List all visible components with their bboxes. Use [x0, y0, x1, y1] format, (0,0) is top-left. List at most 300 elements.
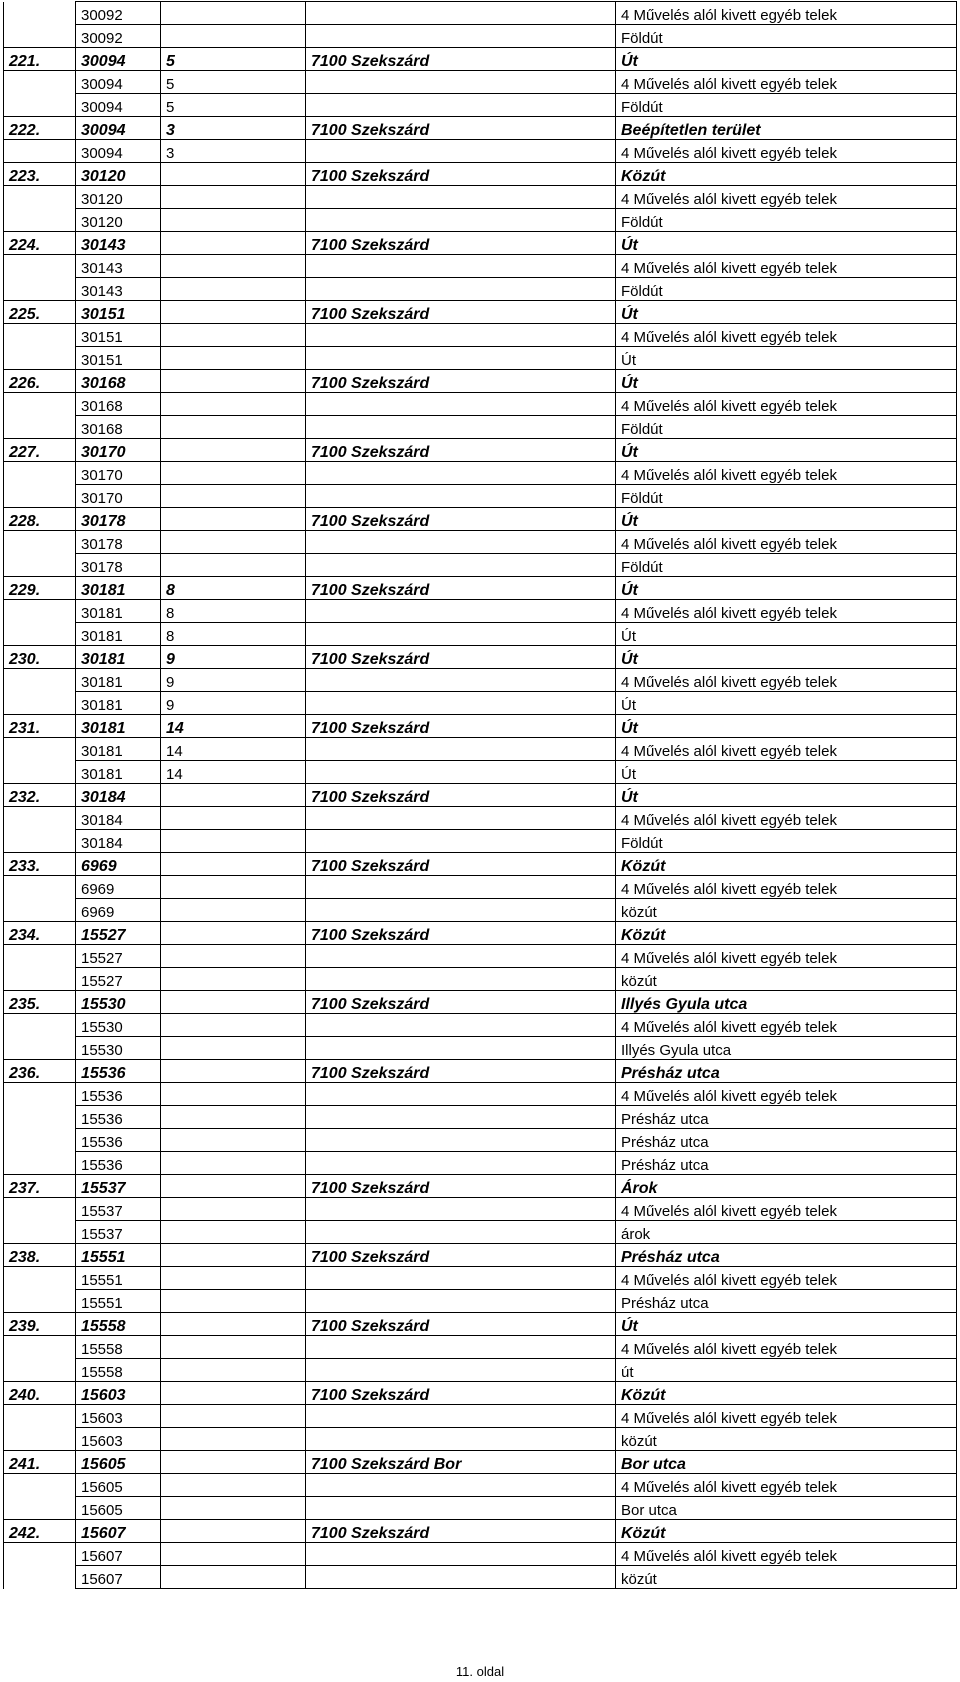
parcel-number: 15607 — [76, 1566, 161, 1589]
empty-cell — [306, 830, 616, 853]
row-spacer — [4, 94, 76, 117]
parcel-number: 30092 — [76, 25, 161, 48]
entry-category: Út — [616, 715, 957, 738]
parcel-sub-number — [161, 163, 306, 186]
empty-cell — [306, 600, 616, 623]
parcel-number: 30178 — [76, 531, 161, 554]
empty-cell — [306, 416, 616, 439]
parcel-number: 30094 — [76, 94, 161, 117]
parcel-number: 30094 — [76, 48, 161, 71]
parcel-sub-number — [161, 1290, 306, 1313]
empty-cell — [306, 692, 616, 715]
land-category: 4 Művelés alól kivett egyéb telek — [616, 1336, 957, 1359]
row-spacer — [4, 25, 76, 48]
list-item — [4, 278, 957, 301]
parcel-number: 30181 — [76, 715, 161, 738]
empty-cell — [306, 876, 616, 899]
entry-number: 222. — [4, 117, 76, 140]
empty-cell — [306, 209, 616, 232]
list-item — [4, 761, 957, 784]
list-item — [4, 71, 957, 94]
parcel-sub-number — [161, 508, 306, 531]
row-spacer — [4, 186, 76, 209]
table-row — [4, 853, 957, 876]
parcel-number: 15537 — [76, 1221, 161, 1244]
parcel-sub-number — [161, 393, 306, 416]
entry-number: 225. — [4, 301, 76, 324]
row-spacer — [4, 830, 76, 853]
empty-cell — [306, 945, 616, 968]
table-row — [4, 301, 957, 324]
table-row — [4, 646, 957, 669]
parcel-sub-number — [161, 1382, 306, 1405]
table-row — [4, 117, 957, 140]
parcel-number: 15558 — [76, 1359, 161, 1382]
row-spacer — [4, 623, 76, 646]
parcel-sub-number: 5 — [161, 71, 306, 94]
parcel-number: 15536 — [76, 1083, 161, 1106]
empty-cell — [306, 968, 616, 991]
land-category: 4 Művelés alól kivett egyéb telek — [616, 1543, 957, 1566]
row-spacer — [4, 876, 76, 899]
empty-cell — [306, 255, 616, 278]
entry-number: 242. — [4, 1520, 76, 1543]
parcel-number: 15603 — [76, 1428, 161, 1451]
parcel-sub-number: 14 — [161, 738, 306, 761]
parcel-sub-number — [161, 1221, 306, 1244]
empty-cell — [306, 1336, 616, 1359]
parcel-number: 15551 — [76, 1267, 161, 1290]
parcel-sub-number — [161, 1336, 306, 1359]
parcel-number: 30184 — [76, 830, 161, 853]
parcel-number: 30092 — [76, 2, 161, 25]
row-spacer — [4, 324, 76, 347]
entry-number: 221. — [4, 48, 76, 71]
parcel-sub-number — [161, 1474, 306, 1497]
land-category: Présház utca — [616, 1129, 957, 1152]
land-category: 4 Művelés alól kivett egyéb telek — [616, 1083, 957, 1106]
settlement: 7100 Szekszárd — [306, 1060, 616, 1083]
parcel-sub-number — [161, 1451, 306, 1474]
empty-cell — [306, 1083, 616, 1106]
empty-cell — [306, 1037, 616, 1060]
table-row — [4, 1175, 957, 1198]
empty-cell — [306, 1267, 616, 1290]
parcel-number: 15603 — [76, 1382, 161, 1405]
parcel-sub-number — [161, 25, 306, 48]
entry-number: 232. — [4, 784, 76, 807]
row-spacer — [4, 1405, 76, 1428]
list-item — [4, 531, 957, 554]
parcel-sub-number: 8 — [161, 577, 306, 600]
parcel-sub-number — [161, 1152, 306, 1175]
land-category: árok — [616, 1221, 957, 1244]
row-spacer — [4, 485, 76, 508]
parcel-number: 6969 — [76, 853, 161, 876]
row-spacer — [4, 1267, 76, 1290]
empty-cell — [306, 899, 616, 922]
list-item — [4, 1428, 957, 1451]
entry-number: 239. — [4, 1313, 76, 1336]
row-spacer — [4, 278, 76, 301]
table-row — [4, 1382, 957, 1405]
entry-category: Út — [616, 508, 957, 531]
entry-number: 241. — [4, 1451, 76, 1474]
table-row — [4, 1451, 957, 1474]
land-category: 4 Művelés alól kivett egyéb telek — [616, 71, 957, 94]
row-spacer — [4, 462, 76, 485]
settlement: 7100 Szekszárd — [306, 715, 616, 738]
parcel-number: 30094 — [76, 71, 161, 94]
empty-cell — [306, 1014, 616, 1037]
land-category: 4 Művelés alól kivett egyéb telek — [616, 324, 957, 347]
list-item — [4, 186, 957, 209]
empty-cell — [306, 1497, 616, 1520]
settlement: 7100 Szekszárd — [306, 922, 616, 945]
entry-number: 236. — [4, 1060, 76, 1083]
settlement: 7100 Szekszárd — [306, 991, 616, 1014]
land-category: Földút — [616, 278, 957, 301]
parcel-sub-number — [161, 1405, 306, 1428]
land-category: Földút — [616, 25, 957, 48]
empty-cell — [306, 1359, 616, 1382]
parcel-sub-number — [161, 1244, 306, 1267]
parcel-sub-number — [161, 1129, 306, 1152]
land-category: közút — [616, 968, 957, 991]
parcel-number: 6969 — [76, 876, 161, 899]
row-spacer — [4, 738, 76, 761]
row-spacer — [4, 692, 76, 715]
list-item — [4, 1566, 957, 1589]
parcel-sub-number: 14 — [161, 761, 306, 784]
row-spacer — [4, 71, 76, 94]
empty-cell — [306, 669, 616, 692]
parcel-sub-number — [161, 531, 306, 554]
parcel-sub-number — [161, 1083, 306, 1106]
parcel-sub-number — [161, 186, 306, 209]
settlement: 7100 Szekszárd — [306, 232, 616, 255]
parcel-sub-number — [161, 209, 306, 232]
entry-number: 238. — [4, 1244, 76, 1267]
list-item — [4, 1037, 957, 1060]
row-spacer — [4, 899, 76, 922]
parcel-number: 30184 — [76, 807, 161, 830]
list-item — [4, 393, 957, 416]
land-category: 4 Művelés alól kivett egyéb telek — [616, 186, 957, 209]
parcel-number: 30143 — [76, 232, 161, 255]
settlement: 7100 Szekszárd — [306, 117, 616, 140]
parcel-sub-number — [161, 255, 306, 278]
land-category: Földút — [616, 416, 957, 439]
row-spacer — [4, 945, 76, 968]
list-item — [4, 1129, 957, 1152]
parcel-number: 15558 — [76, 1336, 161, 1359]
entry-category: Beépítetlen terület — [616, 117, 957, 140]
settlement: 7100 Szekszárd — [306, 301, 616, 324]
empty-cell — [306, 1106, 616, 1129]
parcel-sub-number — [161, 278, 306, 301]
land-category: 4 Művelés alól kivett egyéb telek — [616, 1267, 957, 1290]
parcel-sub-number — [161, 1106, 306, 1129]
row-spacer — [4, 393, 76, 416]
row-spacer — [4, 1152, 76, 1175]
row-spacer — [4, 807, 76, 830]
empty-cell — [306, 1221, 616, 1244]
list-item — [4, 692, 957, 715]
settlement: 7100 Szekszárd — [306, 370, 616, 393]
settlement: 7100 Szekszárd — [306, 1520, 616, 1543]
list-item — [4, 1267, 957, 1290]
row-spacer — [4, 1497, 76, 1520]
list-item — [4, 347, 957, 370]
table-row — [4, 48, 957, 71]
table-row — [4, 1060, 957, 1083]
land-category: 4 Művelés alól kivett egyéb telek — [616, 738, 957, 761]
empty-cell — [306, 1428, 616, 1451]
parcel-sub-number: 8 — [161, 600, 306, 623]
parcel-sub-number — [161, 1313, 306, 1336]
parcel-sub-number — [161, 922, 306, 945]
land-category: 4 Művelés alól kivett egyéb telek — [616, 807, 957, 830]
parcel-number: 30181 — [76, 646, 161, 669]
row-spacer — [4, 140, 76, 163]
parcel-sub-number: 5 — [161, 94, 306, 117]
entry-category: Út — [616, 1313, 957, 1336]
parcel-sub-number: 5 — [161, 48, 306, 71]
settlement: 7100 Szekszárd — [306, 1244, 616, 1267]
entry-number: 233. — [4, 853, 76, 876]
row-spacer — [4, 1474, 76, 1497]
parcel-number: 30143 — [76, 278, 161, 301]
empty-cell — [306, 1290, 616, 1313]
list-item — [4, 830, 957, 853]
parcel-sub-number — [161, 1267, 306, 1290]
empty-cell — [306, 1543, 616, 1566]
list-item — [4, 462, 957, 485]
parcel-number: 30120 — [76, 186, 161, 209]
parcel-number: 30181 — [76, 761, 161, 784]
parcel-number: 30181 — [76, 577, 161, 600]
parcel-sub-number — [161, 1359, 306, 1382]
settlement: 7100 Szekszárd — [306, 853, 616, 876]
list-item — [4, 807, 957, 830]
parcel-number: 30120 — [76, 163, 161, 186]
land-category: 4 Művelés alól kivett egyéb telek — [616, 531, 957, 554]
list-item — [4, 968, 957, 991]
entry-number: 230. — [4, 646, 76, 669]
list-item — [4, 945, 957, 968]
entry-category: Út — [616, 439, 957, 462]
row-spacer — [4, 2, 76, 25]
land-category: Út — [616, 692, 957, 715]
empty-cell — [306, 1566, 616, 1589]
land-category: Illyés Gyula utca — [616, 1037, 957, 1060]
entry-category: Út — [616, 370, 957, 393]
parcel-number: 30181 — [76, 738, 161, 761]
entry-number: 235. — [4, 991, 76, 1014]
parcel-sub-number — [161, 807, 306, 830]
parcel-sub-number: 9 — [161, 646, 306, 669]
entry-category: Út — [616, 232, 957, 255]
land-category: Bor utca — [616, 1497, 957, 1520]
entry-category: Út — [616, 48, 957, 71]
entry-category: Út — [616, 577, 957, 600]
list-item — [4, 255, 957, 278]
row-spacer — [4, 1290, 76, 1313]
parcel-number: 30168 — [76, 416, 161, 439]
parcel-sub-number — [161, 232, 306, 255]
empty-cell — [306, 623, 616, 646]
parcel-number: 30120 — [76, 209, 161, 232]
land-category: közút — [616, 1566, 957, 1589]
entry-category: Út — [616, 646, 957, 669]
empty-cell — [306, 1198, 616, 1221]
parcel-number: 15537 — [76, 1175, 161, 1198]
land-category: Út — [616, 623, 957, 646]
list-item — [4, 324, 957, 347]
parcel-sub-number — [161, 1566, 306, 1589]
list-item — [4, 209, 957, 232]
list-item — [4, 1152, 957, 1175]
table-row — [4, 577, 957, 600]
land-category: 4 Művelés alól kivett egyéb telek — [616, 1014, 957, 1037]
parcel-number: 15537 — [76, 1198, 161, 1221]
parcel-number: 15551 — [76, 1244, 161, 1267]
parcel-number: 30151 — [76, 347, 161, 370]
land-category: 4 Művelés alól kivett egyéb telek — [616, 1198, 957, 1221]
table-row — [4, 1520, 957, 1543]
parcel-sub-number — [161, 301, 306, 324]
row-spacer — [4, 1359, 76, 1382]
empty-cell — [306, 761, 616, 784]
parcel-number: 30181 — [76, 600, 161, 623]
settlement: 7100 Szekszárd — [306, 1175, 616, 1198]
land-category: Földút — [616, 485, 957, 508]
table-row — [4, 370, 957, 393]
list-item — [4, 1336, 957, 1359]
land-category: Földút — [616, 94, 957, 117]
table-row — [4, 991, 957, 1014]
parcel-sub-number — [161, 1428, 306, 1451]
land-category: 4 Művelés alól kivett egyéb telek — [616, 1405, 957, 1428]
parcel-number: 30170 — [76, 439, 161, 462]
settlement: 7100 Szekszárd — [306, 508, 616, 531]
row-spacer — [4, 1543, 76, 1566]
row-spacer — [4, 531, 76, 554]
list-item — [4, 2, 957, 25]
parcel-number: 30094 — [76, 140, 161, 163]
list-item — [4, 600, 957, 623]
row-spacer — [4, 1198, 76, 1221]
row-spacer — [4, 1336, 76, 1359]
parcel-number: 15603 — [76, 1405, 161, 1428]
table-row — [4, 922, 957, 945]
row-spacer — [4, 1106, 76, 1129]
entry-number: 231. — [4, 715, 76, 738]
settlement: 7100 Szekszárd — [306, 163, 616, 186]
entry-category: Bor utca — [616, 1451, 957, 1474]
parcel-number: 15527 — [76, 945, 161, 968]
row-spacer — [4, 1014, 76, 1037]
list-item — [4, 416, 957, 439]
page-number: 11. oldal — [455, 1664, 505, 1679]
settlement: 7100 Szekszárd — [306, 48, 616, 71]
parcel-number: 15605 — [76, 1497, 161, 1520]
list-item — [4, 1543, 957, 1566]
entry-number: 224. — [4, 232, 76, 255]
entry-category: Közút — [616, 922, 957, 945]
table-row — [4, 784, 957, 807]
parcel-sub-number — [161, 1060, 306, 1083]
parcel-sub-number — [161, 485, 306, 508]
parcel-number: 30168 — [76, 370, 161, 393]
parcel-sub-number — [161, 370, 306, 393]
parcel-number: 30094 — [76, 117, 161, 140]
land-category: közút — [616, 899, 957, 922]
list-item — [4, 899, 957, 922]
land-category: 4 Művelés alól kivett egyéb telek — [616, 1474, 957, 1497]
settlement: 7100 Szekszárd — [306, 646, 616, 669]
settlement: 7100 Szekszárd — [306, 577, 616, 600]
entry-number: 227. — [4, 439, 76, 462]
parcel-number: 15536 — [76, 1152, 161, 1175]
table-row — [4, 439, 957, 462]
parcel-sub-number: 8 — [161, 623, 306, 646]
parcel-number: 15530 — [76, 1014, 161, 1037]
row-spacer — [4, 1566, 76, 1589]
table-row — [4, 163, 957, 186]
settlement: 7100 Szekszárd — [306, 439, 616, 462]
settlement: 7100 Szekszárd — [306, 1313, 616, 1336]
empty-cell — [306, 738, 616, 761]
register-body — [4, 2, 957, 1589]
land-category: Présház utca — [616, 1106, 957, 1129]
row-spacer — [4, 1037, 76, 1060]
entry-number: 234. — [4, 922, 76, 945]
empty-cell — [306, 140, 616, 163]
list-item — [4, 25, 957, 48]
empty-cell — [306, 347, 616, 370]
parcel-sub-number — [161, 2, 306, 25]
parcel-sub-number — [161, 830, 306, 853]
entry-number: 228. — [4, 508, 76, 531]
entry-category: Árok — [616, 1175, 957, 1198]
settlement: 7100 Szekszárd — [306, 784, 616, 807]
parcel-number: 6969 — [76, 899, 161, 922]
parcel-number: 15527 — [76, 968, 161, 991]
land-category: 4 Művelés alól kivett egyéb telek — [616, 945, 957, 968]
land-category: közút — [616, 1428, 957, 1451]
list-item — [4, 1290, 957, 1313]
parcel-sub-number — [161, 462, 306, 485]
row-spacer — [4, 554, 76, 577]
list-item — [4, 876, 957, 899]
empty-cell — [306, 94, 616, 117]
empty-cell — [306, 186, 616, 209]
list-item — [4, 1221, 957, 1244]
parcel-sub-number — [161, 899, 306, 922]
empty-cell — [306, 554, 616, 577]
land-category: 4 Művelés alól kivett egyéb telek — [616, 140, 957, 163]
list-item — [4, 669, 957, 692]
parcel-sub-number: 3 — [161, 117, 306, 140]
land-category: 4 Művelés alól kivett egyéb telek — [616, 2, 957, 25]
list-item — [4, 1497, 957, 1520]
property-register-table — [3, 1, 957, 1589]
parcel-sub-number — [161, 1175, 306, 1198]
list-item — [4, 554, 957, 577]
parcel-number: 15558 — [76, 1313, 161, 1336]
